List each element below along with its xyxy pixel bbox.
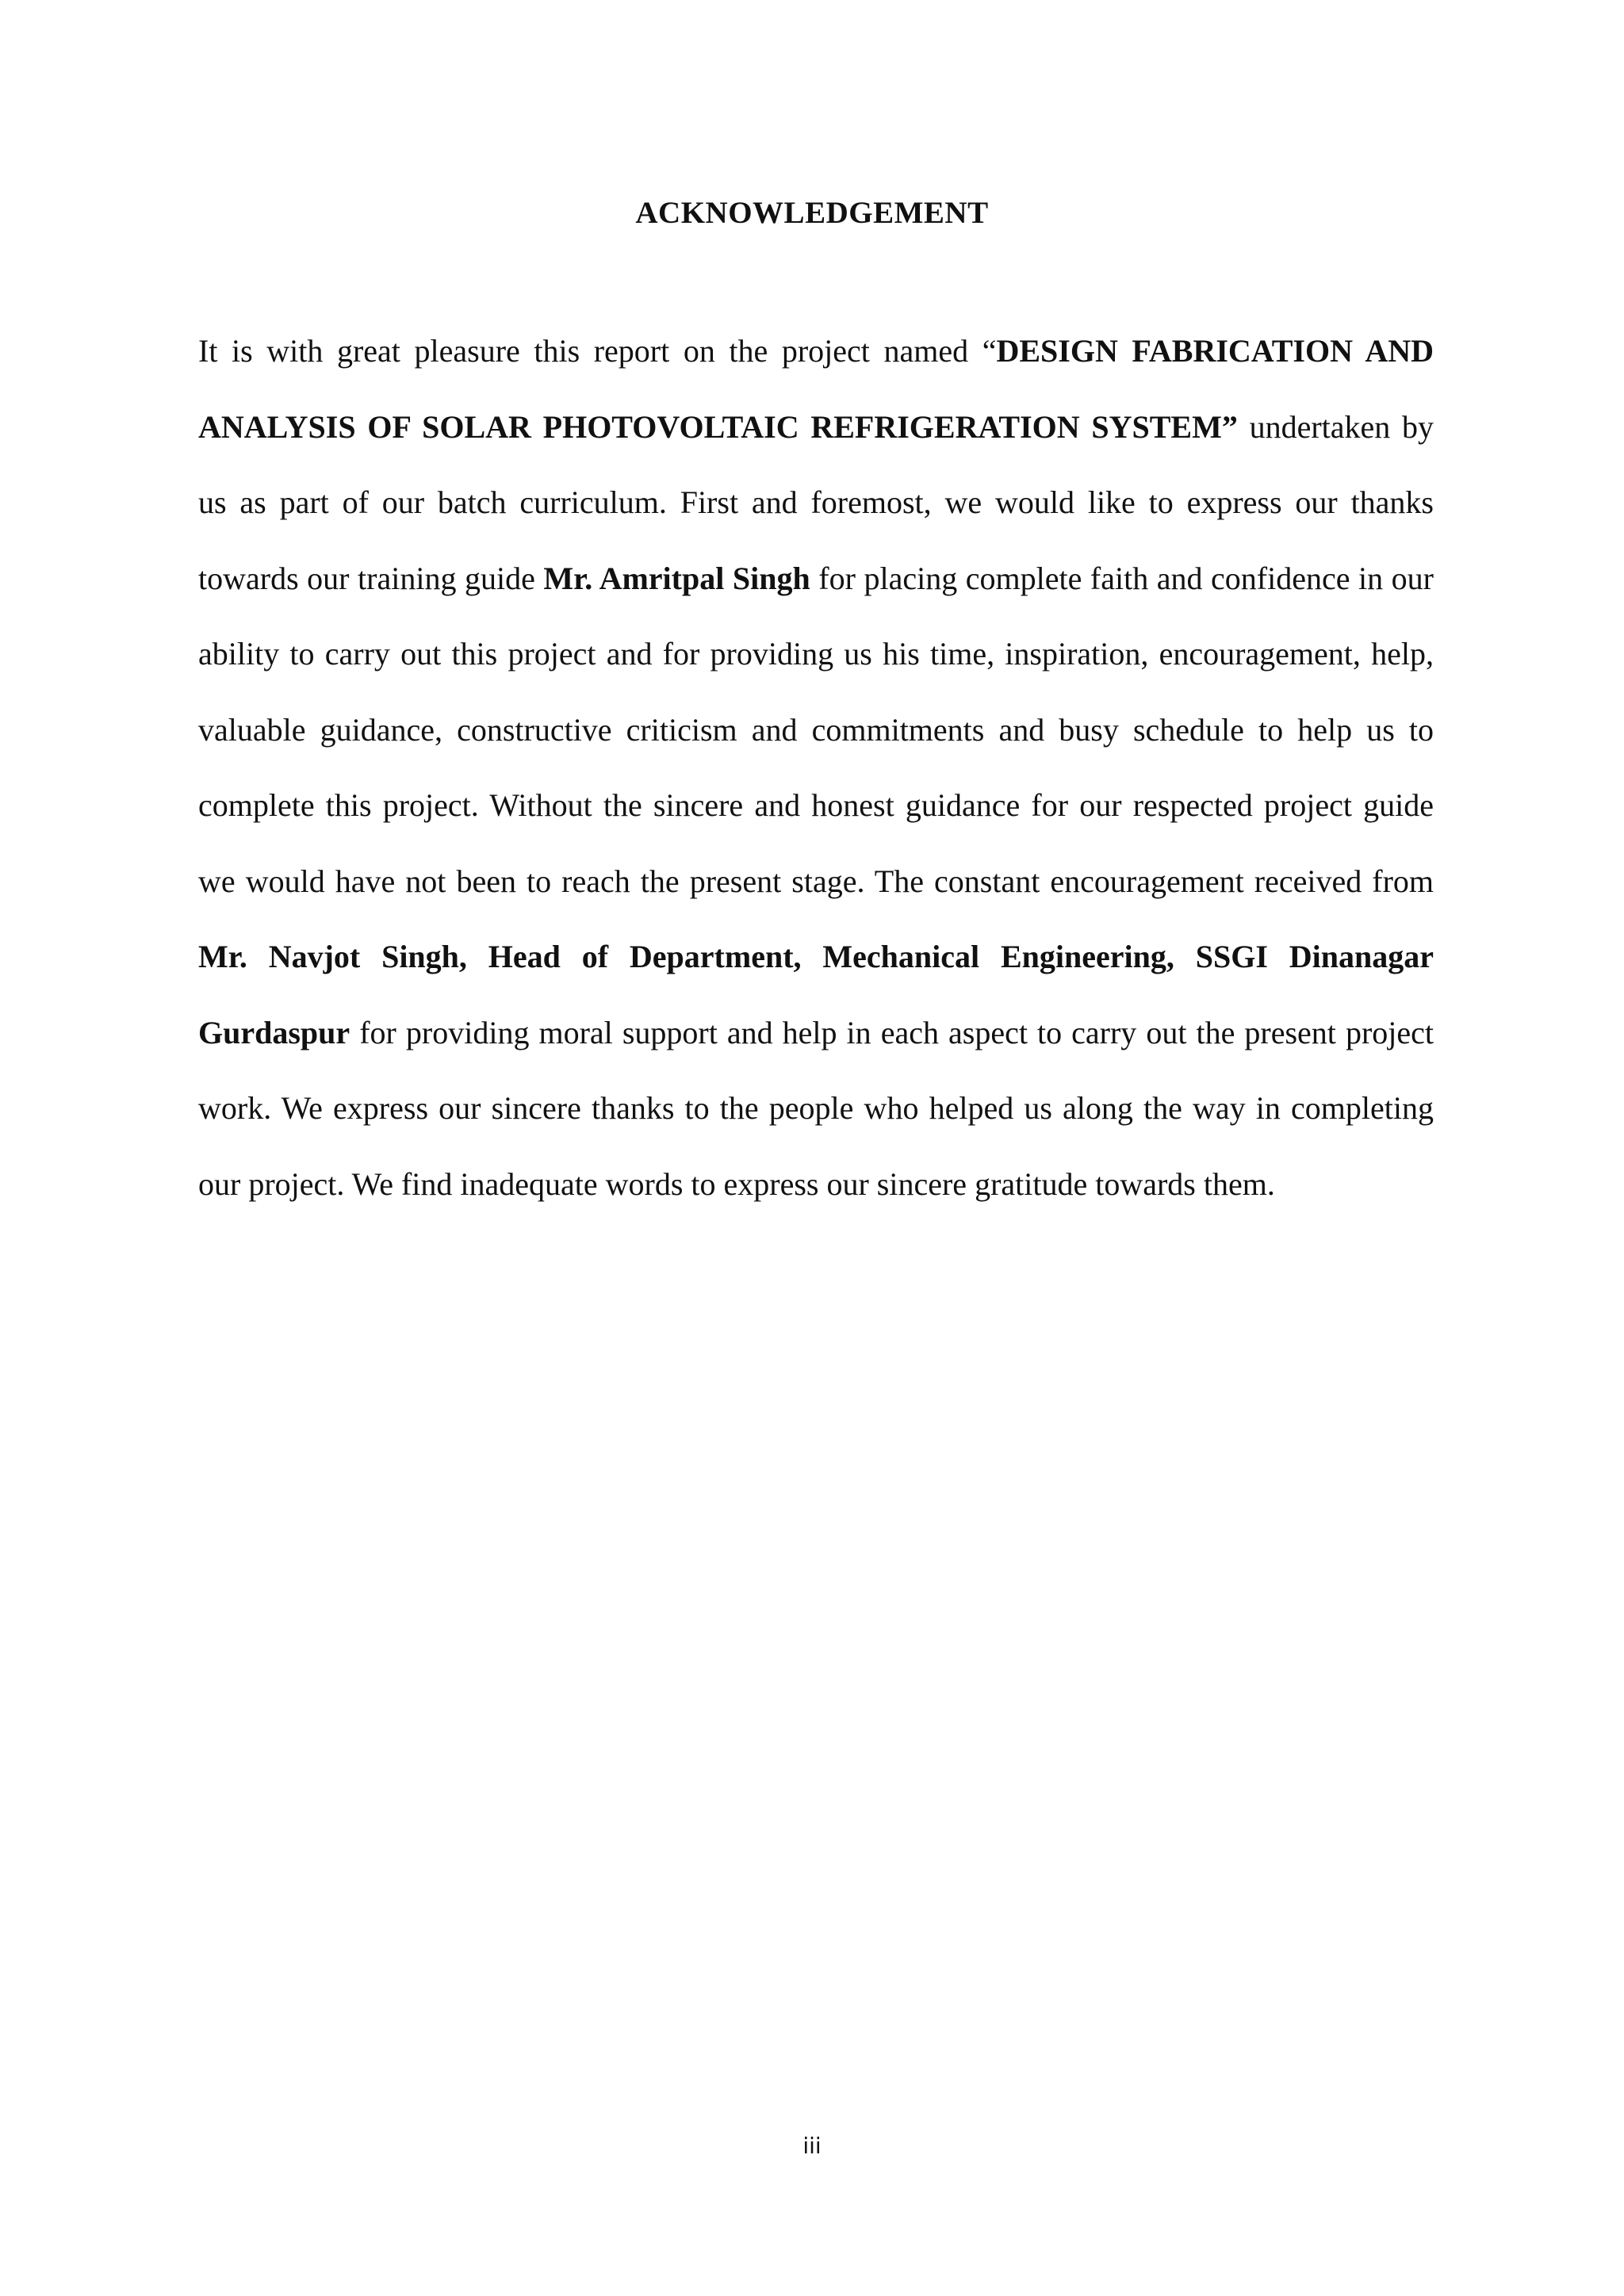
text-segment: for providing moral support and help in each aspect to carry out the present project work. We express our sincere thanks to the people who helped us along the way in completing our project. We find inadequate words to express our sincere gratitude towards them. xyxy=(198,1014,1434,1202)
project-name: DESIGN FABRICATION AND ANALYSIS OF SOLAR PHOTOVOLTAIC REFRIGERATION SYSTEM” xyxy=(198,333,1434,445)
acknowledgement-paragraph xyxy=(198,313,1434,1222)
guide-name: Mr. Amritpal Singh xyxy=(543,560,810,596)
hod-name: Mr. Navjot Singh, Head of Department, Mechanical Engineering, SSGI Dinanagar Gurdaspur xyxy=(198,939,1434,1050)
text-segment: undertaken by us as part of our batch curriculum. First and foremost, we would like to express our thanks towards our training guide xyxy=(198,408,1434,596)
page-title: ACKNOWLEDGEMENT xyxy=(635,196,989,230)
page-number: iii xyxy=(802,2133,822,2159)
text-segment: It is with great pleasure this report on the project named “ xyxy=(198,333,997,369)
text-segment: for placing complete faith and confidence in our ability to carry out this project and for providing us his time, inspiration, encouragement, help, valuable guidance, constructive criticism and commitments and busy schedule to help us to complete this project. Without the sincere and honest guidance for our respected project guide we would have not been to reach the present stage. The constant encouragement received from xyxy=(198,560,1434,899)
